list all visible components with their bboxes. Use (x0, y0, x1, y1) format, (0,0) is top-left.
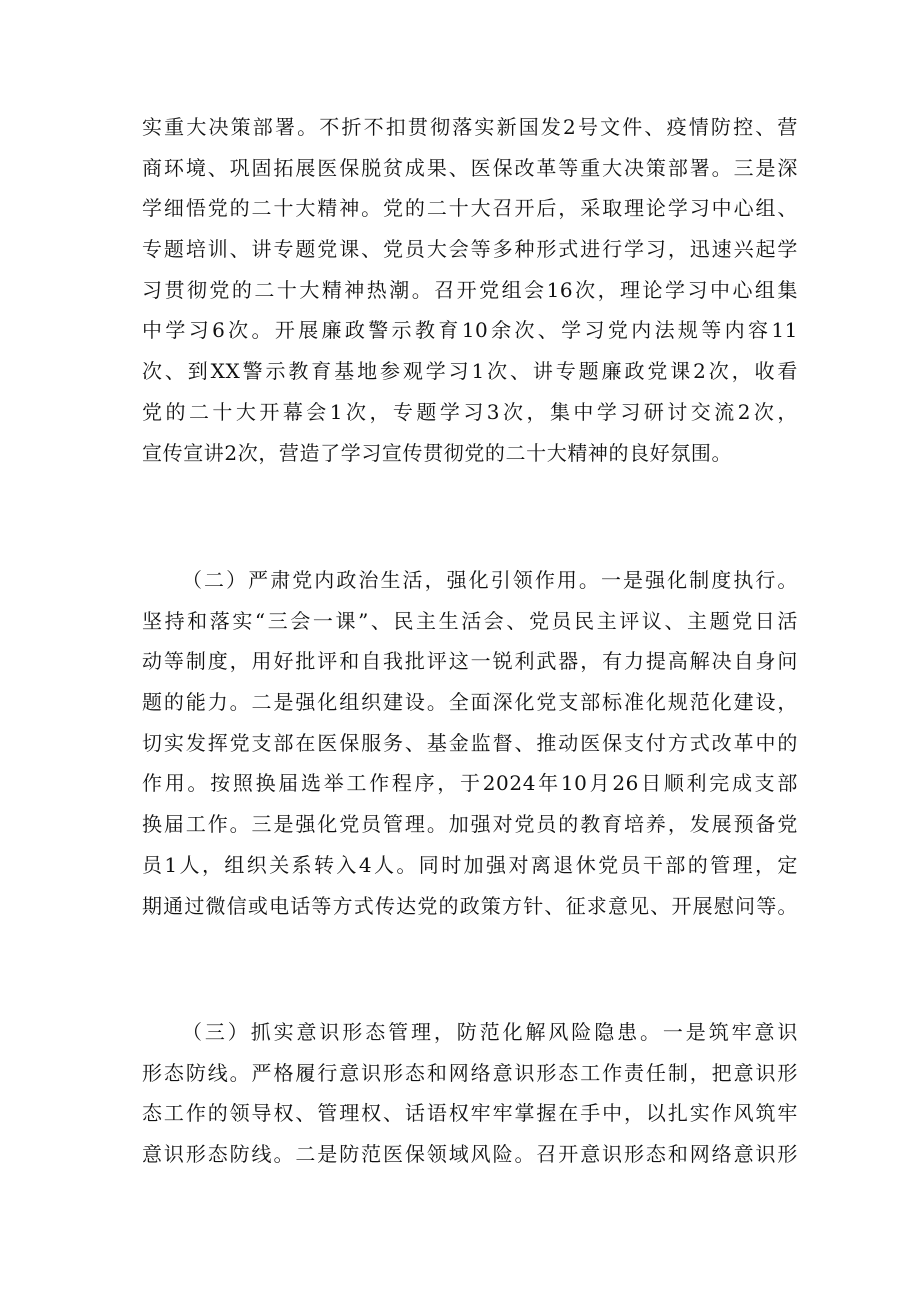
text-line: 换届工作。三是强化党员管理。加强对党员的教育培养，发展预备党 (142, 812, 798, 837)
text-line: （二）严肃党内政治生活，强化引领作用。一是强化制度执行。 (182, 568, 798, 592)
text-line: 次、到XX警示教育基地参观学习1次、讲专题廉政党课2次，收看 (142, 359, 798, 384)
text-line: 员1人，组织关系转入4人。同时加强对离退休党员干部的管理，定 (142, 852, 798, 877)
text-line: 商环境、巩固拓展医保脱贫成果、医保改革等重大决策部署。三是深 (142, 155, 798, 180)
paragraph-3 (142, 1012, 798, 1175)
text-line: 坚持和落实“三会一课”、民主生活会、党员民主评议、主题党日活 (142, 608, 798, 633)
text-line: 题的能力。二是强化组织建设。全面深化党支部标准化规范化建设， (142, 690, 798, 715)
text-line: 期通过微信或电话等方式传达党的政策方针、征求意见、开展慰问等。 (142, 893, 798, 918)
text-line: 动等制度，用好批评和自我批评这一锐利武器，有力提高解决自身问 (142, 649, 798, 674)
text-line: 党的二十大开幕会1次，专题学习3次，集中学习研讨交流2次， (142, 399, 798, 424)
text-line: 中学习6次。开展廉政警示教育10余次、学习党内法规等内容11 (142, 318, 798, 343)
paragraph-1 (142, 107, 798, 473)
text-line: （三）抓实意识形态管理，防范化解风险隐患。一是筑牢意识 (182, 1020, 798, 1044)
text-line: 实重大决策部署。不折不扣贯彻落实新国发2号文件、疫情防控、营 (142, 115, 798, 139)
paragraph-2 (142, 560, 798, 926)
text-line: 态工作的领导权、管理权、话语权牢牢掌握在手中，以扎实作风筑牢 (142, 1101, 798, 1126)
text-line: 作用。按照换届选举工作程序，于2024年10月26日顺利完成支部 (142, 771, 798, 796)
text-line: 宣传宣讲2次，营造了学习宣传贯彻党的二十大精神的良好氛围。 (142, 440, 733, 465)
text-line: 意识形态防线。二是防范医保领域风险。召开意识形态和网络意识形 (142, 1142, 798, 1167)
text-line: 形态防线。严格履行意识形态和网络意识形态工作责任制，把意识形 (142, 1060, 798, 1085)
text-line: 专题培训、讲专题党课、党员大会等多种形式进行学习，迅速兴起学 (142, 237, 798, 262)
text-line: 习贯彻党的二十大精神热潮。召开党组会16次，理论学习中心组集 (142, 277, 798, 302)
text-line: 切实发挥党支部在医保服务、基金监督、推动医保支付方式改革中的 (142, 730, 798, 755)
text-line: 学细悟党的二十大精神。党的二十大召开后，采取理论学习中心组、 (142, 196, 798, 221)
